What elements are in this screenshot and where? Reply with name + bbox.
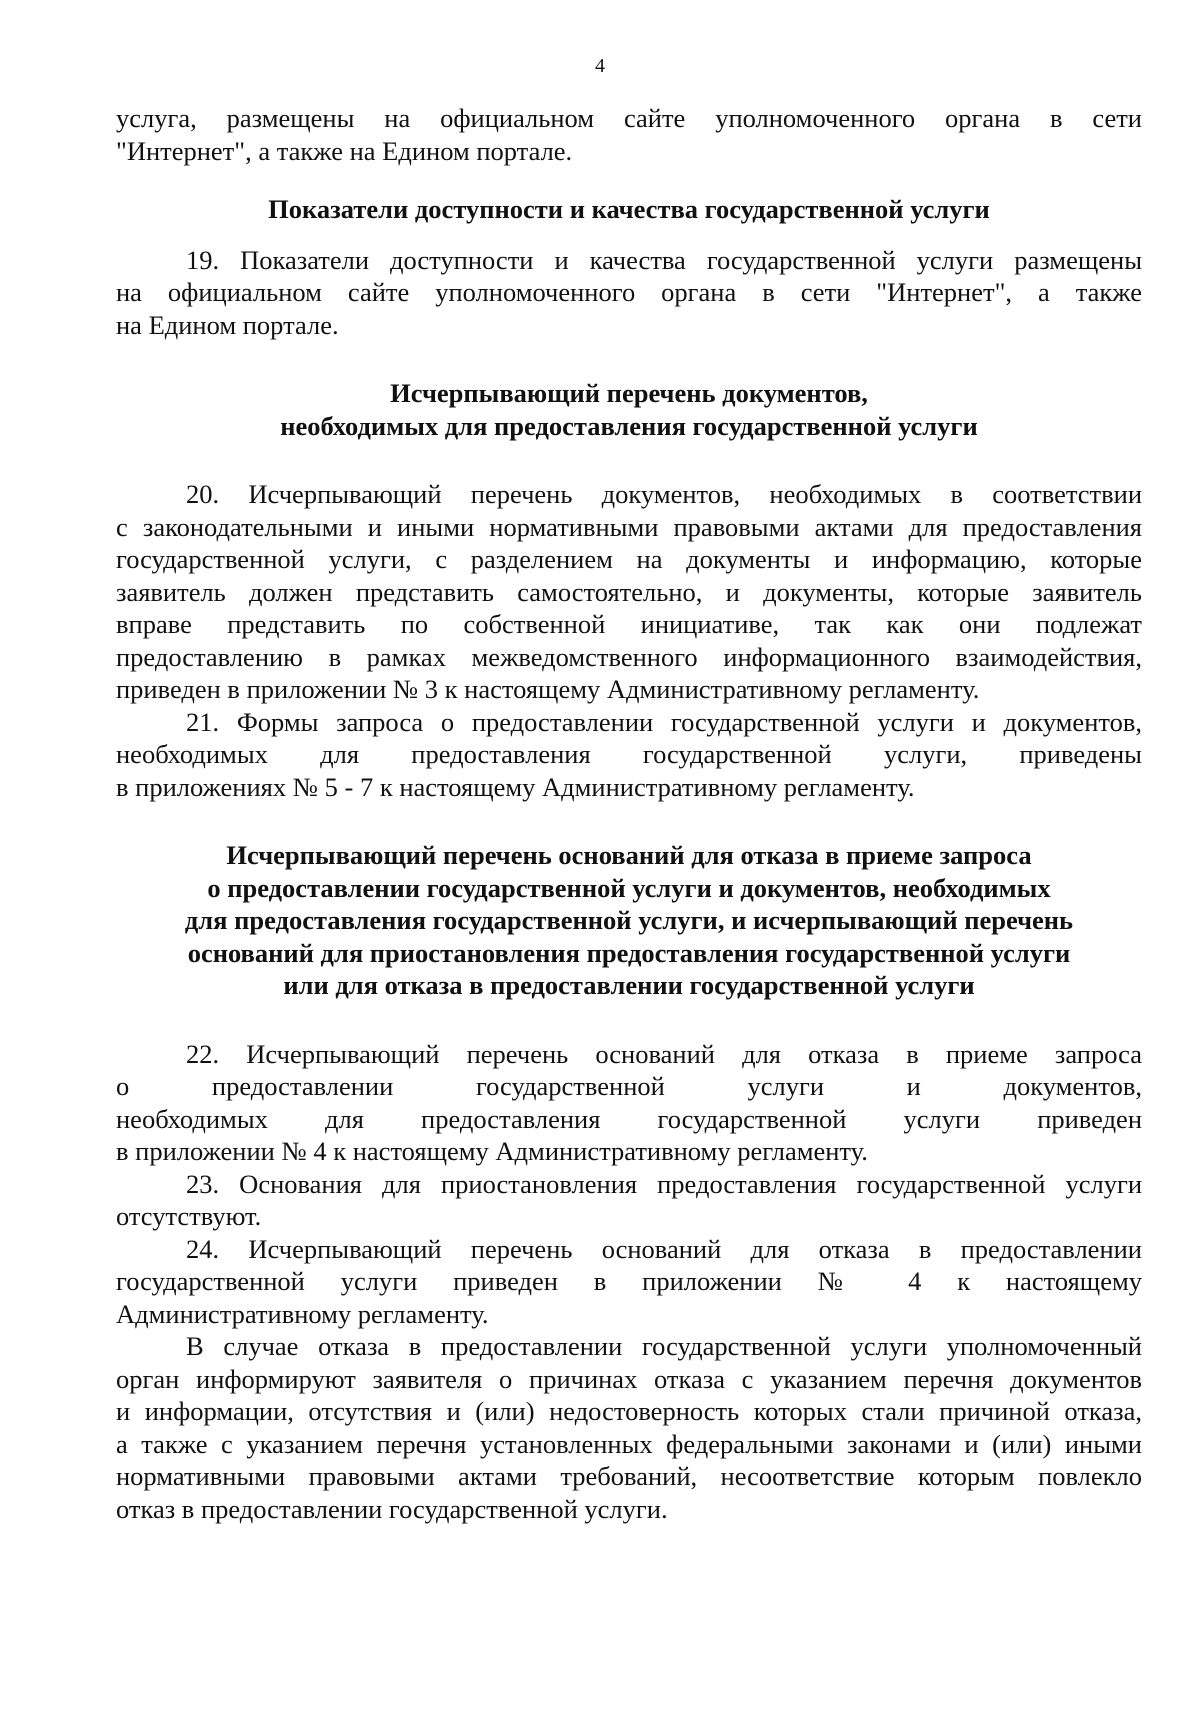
document-body	[116, 102, 1142, 1525]
paragraph-20-line-2: с законодательными и иными нормативными правовыми актами для предоставления	[116, 511, 1142, 542]
paragraph-21	[116, 706, 1142, 804]
paragraph-24-line-2: государственной услуги приведен в приложении № 4 к настоящему	[116, 1266, 1142, 1296]
section-heading-refusal-line-3: для предоставления государственной услуги, и исчерпывающий перечень	[184, 905, 1074, 935]
paragraph-22-line-3: необходимых для предоставления государственной услуги приведен	[116, 1103, 1142, 1134]
section-heading-refusal-line-2: о предоставлении государственной услуги и документов, необходимых	[207, 872, 1051, 903]
paragraph-refusal-notice	[116, 1330, 1142, 1525]
paragraph-refusal-line-2: орган информируют заявителя о причинах отказа с указанием перечня документов	[116, 1363, 1142, 1394]
section-heading-documents-line-2: необходимых для предоставления государственной услуги	[280, 410, 978, 441]
paragraph-20-line-5: вправе представить по собственной инициативе, так как они подлежат	[116, 609, 1142, 639]
paragraph-20-line-3: государственной услуги, с разделением на документы и информацию, которые	[116, 544, 1142, 574]
paragraph-23-line-2: отсутствуют.	[116, 1201, 262, 1231]
section-heading-refusal-line-5: или для отказа в предоставлении государственной услуги	[283, 970, 975, 1000]
paragraph-24-line-3: Административному регламенту.	[116, 1298, 489, 1329]
paragraph-refusal-line-3: и информации, отсутствия и (или) недостоверность которых стали причиной отказа,	[116, 1396, 1142, 1426]
paragraph-23	[116, 1168, 1142, 1233]
section-heading-refusal-line-1: Исчерпывающий перечень оснований для отказа в приеме запроса	[226, 840, 1032, 870]
paragraph-20-line-1: 20. Исчерпывающий перечень документов, необходимых в соответствии	[186, 479, 1142, 509]
page-number: 4	[595, 55, 605, 77]
paragraph-refusal-line-1: В случае отказа в предоставлении государственной услуги уполномоченный	[186, 1331, 1142, 1361]
section-heading-refusal-grounds	[116, 839, 1142, 1002]
paragraph-24	[116, 1233, 1142, 1331]
paragraph-21-line-2: необходимых для предоставления государственной услуги, приведены	[116, 739, 1142, 769]
intro-line-1: услуга, размещены на официальном сайте уполномоченного органа в сети	[116, 103, 1142, 133]
paragraph-19-line-2: на официальном сайте уполномоченного органа в сети "Интернет", а также	[116, 277, 1142, 307]
paragraph-20-line-6: предоставлению в рамках межведомственного информационного взаимодействия,	[116, 641, 1142, 672]
paragraph-19-line-1: 19. Показатели доступности и качества государственной услуги размещены	[186, 244, 1142, 275]
paragraph-22	[116, 1038, 1142, 1168]
paragraph-refusal-line-4: а также с указанием перечня установленных федеральными законами и (или) иными	[116, 1428, 1142, 1459]
paragraph-21-line-3: в приложениях № 5 - 7 к настоящему Административному регламенту.	[116, 771, 915, 802]
intro-paragraph	[116, 102, 1142, 167]
paragraph-refusal-line-6: отказ в предоставлении государственной услуги.	[116, 1493, 668, 1524]
paragraph-20	[116, 478, 1142, 706]
paragraph-refusal-line-5: нормативными правовыми актами требований, несоответствие которым повлекло	[116, 1461, 1142, 1491]
paragraph-20-line-4: заявитель должен представить самостоятельно, и документы, которые заявитель	[116, 576, 1142, 607]
paragraph-22-line-4: в приложении № 4 к настоящему Административному регламенту.	[116, 1136, 868, 1166]
paragraph-23-line-1: 23. Основания для приостановления предоставления государственной услуги	[186, 1168, 1142, 1199]
paragraph-22-line-1: 22. Исчерпывающий перечень оснований для отказа в приеме запроса	[186, 1038, 1142, 1069]
section-heading-documents	[116, 377, 1142, 442]
paragraph-19-line-3: на Едином портале.	[116, 309, 339, 340]
section-heading-accessibility: Показатели доступности и качества государственной услуги	[268, 194, 990, 224]
paragraph-19	[116, 244, 1142, 342]
paragraph-22-line-2: о предоставлении государственной услуги и документов,	[116, 1071, 1142, 1101]
section-heading-documents-line-1: Исчерпывающий перечень документов,	[390, 378, 868, 408]
paragraph-24-line-1: 24. Исчерпывающий перечень оснований для отказа в предоставлении	[186, 1233, 1142, 1264]
section-heading-refusal-line-4: оснований для приостановления предоставления государственной услуги	[187, 937, 1071, 968]
paragraph-21-line-1: 21. Формы запроса о предоставлении государственной услуги и документов,	[186, 706, 1142, 737]
intro-line-2: "Интернет", а также на Едином портале.	[116, 135, 573, 166]
paragraph-20-line-7: приведен в приложении № 3 к настоящему Административному регламенту.	[116, 674, 980, 704]
